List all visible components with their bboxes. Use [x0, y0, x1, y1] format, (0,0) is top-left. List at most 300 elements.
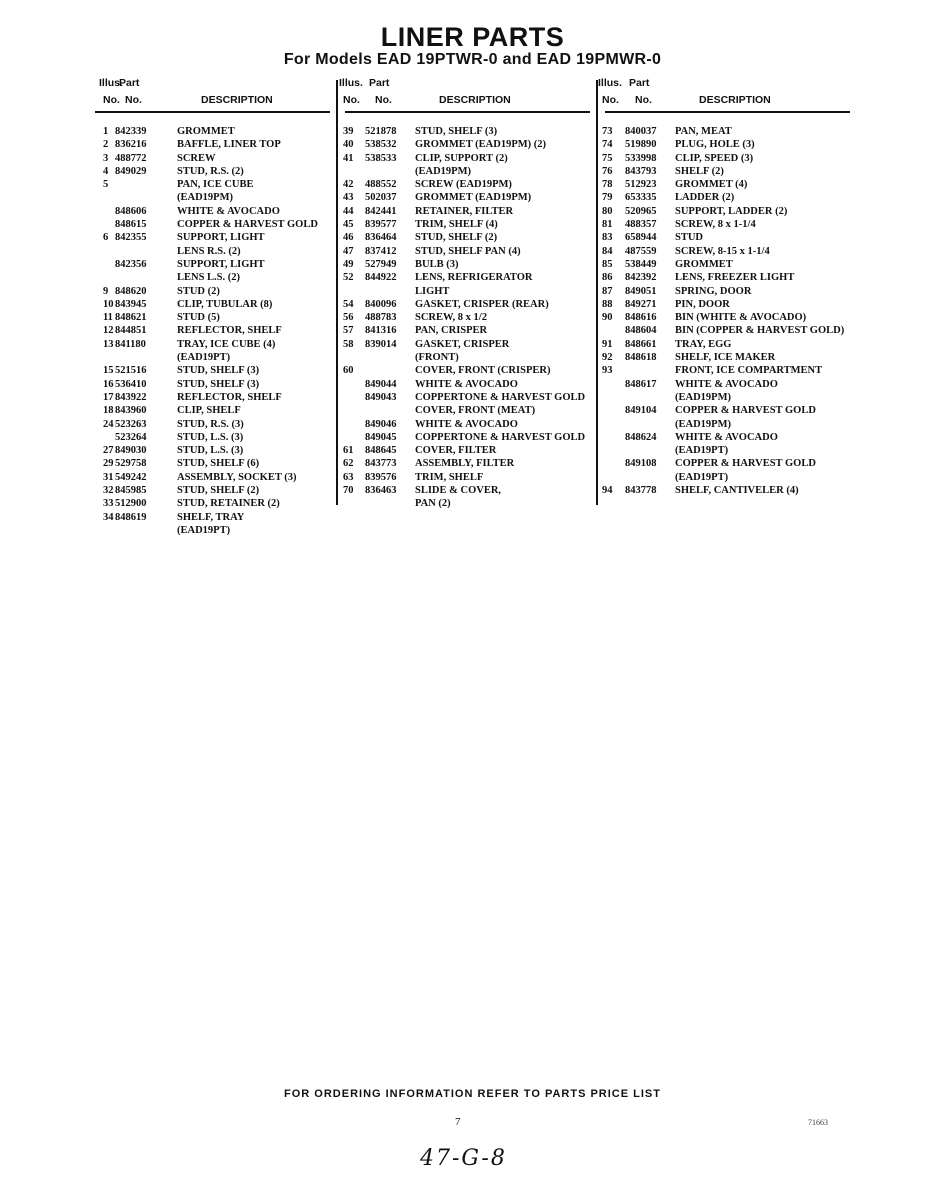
illus-number: 84: [602, 245, 613, 257]
part-description: WHITE & AVOCADO: [415, 418, 518, 430]
part-number: 653335: [625, 192, 657, 204]
part-number: 520965: [625, 205, 657, 217]
table-row: [345, 298, 590, 311]
part-number: 488783: [365, 312, 397, 324]
header-part-no: No.: [635, 94, 652, 106]
table-row: [345, 152, 590, 165]
table-row: [605, 391, 850, 404]
part-description: COPPERTONE & HARVEST GOLD: [415, 431, 586, 443]
table-row: [95, 125, 330, 138]
page-title: LINER PARTS: [380, 22, 565, 52]
part-description: GROMMET (EAD19PM): [415, 192, 532, 204]
part-description: COPPER & HARVEST GOLD: [675, 405, 816, 417]
illus-number: 5: [103, 179, 109, 191]
illus-number: 4: [103, 165, 109, 177]
illus-number: 15: [103, 365, 114, 377]
table-row: [602, 351, 850, 364]
part-number: 842356: [115, 258, 147, 270]
part-number: 521516: [115, 365, 147, 377]
part-description: (EAD19PT): [675, 445, 729, 457]
part-number: 843922: [115, 391, 147, 403]
part-description: CLIP, TUBULAR (8): [177, 298, 273, 310]
part-description: TRAY, EGG: [675, 338, 732, 350]
part-number: 836463: [365, 485, 397, 497]
header-illus: Illus.: [598, 77, 622, 89]
table-row: [95, 524, 330, 537]
part-number: 533998: [625, 152, 657, 164]
part-number: 839577: [365, 219, 397, 231]
part-description: GROMMET: [675, 258, 733, 270]
header-part-no: No.: [125, 94, 142, 106]
illus-number: 56: [343, 312, 354, 324]
table-row: [602, 125, 850, 138]
part-number: 538533: [365, 152, 397, 164]
part-description: STUD (5): [177, 312, 220, 324]
part-number: 488772: [115, 152, 147, 164]
part-number: 848620: [115, 285, 147, 297]
part-description: PAN, ICE CUBE: [177, 179, 254, 191]
table-row: [345, 471, 590, 484]
illus-number: 79: [602, 192, 613, 204]
table-row: [345, 444, 590, 457]
header-part: Part: [629, 77, 650, 89]
part-number: 848615: [115, 219, 147, 231]
part-description: FRONT, ICE COMPARTMENT: [675, 365, 823, 377]
table-row: [602, 338, 850, 351]
part-description: GROMMET: [177, 126, 235, 137]
table-row: [345, 431, 590, 444]
part-number: 848661: [625, 338, 657, 350]
table-row: [602, 218, 850, 231]
part-number: 848621: [115, 312, 147, 324]
part-number: 848619: [115, 511, 147, 523]
table-row: [602, 138, 850, 151]
illus-number: 16: [103, 378, 114, 390]
part-number: 843773: [365, 458, 397, 470]
illus-number: 44: [343, 205, 354, 217]
part-description: PLUG, HOLE (3): [675, 139, 755, 151]
table-row: [602, 364, 850, 377]
illus-number: 42: [343, 179, 354, 191]
table-row: [95, 191, 330, 204]
illus-number: 31: [103, 471, 114, 483]
illus-number: 91: [602, 338, 613, 350]
part-number: 836216: [115, 139, 147, 151]
part-number: 512923: [625, 179, 657, 191]
table-row: [95, 218, 330, 231]
table-row: [345, 205, 590, 218]
part-number: 839014: [365, 338, 397, 350]
part-number: 849051: [625, 285, 657, 297]
table-row: [602, 271, 850, 284]
illus-number: 70: [343, 485, 354, 497]
part-description: ASSEMBLY, FILTER: [415, 458, 515, 470]
parts-column-3: [598, 77, 850, 497]
table-row: [345, 311, 590, 324]
header-illus-no: No.: [343, 94, 360, 106]
illus-number: 58: [343, 338, 354, 350]
table-row: [345, 191, 590, 204]
table-row: [345, 245, 590, 258]
illus-number: 74: [602, 139, 613, 151]
ordering-note: FOR ORDERING INFORMATION REFER TO PARTS PRICE LIST: [284, 1088, 661, 1100]
header-part: Part: [369, 77, 390, 89]
table-row: [345, 497, 590, 510]
part-description: STUD, SHELF (6): [177, 458, 260, 470]
part-description: SHELF, ICE MAKER: [675, 352, 776, 364]
table-row: [602, 258, 850, 271]
table-row: [345, 165, 590, 178]
document-code: 71663: [808, 1118, 828, 1127]
part-number: 848645: [365, 445, 397, 457]
table-row: [605, 378, 850, 391]
table-row: [602, 285, 850, 298]
column-header: [339, 77, 590, 113]
parts-column-2: [339, 77, 590, 511]
part-description: STUD, SHELF (3): [415, 126, 498, 137]
table-row: [605, 431, 850, 444]
illus-number: 80: [602, 205, 613, 217]
table-row: [95, 431, 330, 444]
table-row: [345, 484, 590, 497]
part-number: 521878: [365, 126, 397, 137]
illus-number: 3: [103, 152, 109, 164]
illus-number: 27: [103, 445, 114, 457]
part-number: 841180: [115, 338, 146, 350]
part-description: SUPPORT, LIGHT: [177, 232, 265, 244]
part-number: 843778: [625, 485, 657, 497]
table-row: [605, 444, 850, 457]
part-description: STUD (2): [177, 285, 220, 297]
part-number: 849108: [625, 458, 657, 470]
table-row: [95, 364, 330, 377]
part-description: STUD, SHELF PAN (4): [415, 245, 521, 257]
table-row: [95, 271, 330, 284]
part-description: LENS, FREEZER LIGHT: [675, 272, 795, 284]
part-number: 849104: [625, 405, 657, 417]
part-number: 843793: [625, 165, 657, 177]
part-description: STUD, SHELF (3): [177, 378, 260, 390]
illus-number: 29: [103, 458, 114, 470]
table-row: [95, 298, 330, 311]
table-row: [95, 324, 330, 337]
part-number: 849271: [625, 298, 657, 310]
table-row: [345, 324, 590, 337]
part-description: BAFFLE, LINER TOP: [177, 139, 281, 151]
part-number: 848624: [625, 431, 657, 443]
table-row: [602, 231, 850, 244]
part-description: SCREW, 8 x 1/2: [415, 312, 487, 324]
part-description: TRIM, SHELF: [415, 471, 484, 483]
part-description: COPPER & HARVEST GOLD: [675, 458, 816, 470]
column-header: [598, 77, 850, 113]
part-description: BIN (COPPER & HARVEST GOLD): [675, 325, 845, 337]
part-description: (FRONT): [415, 352, 459, 364]
table-row: [345, 258, 590, 271]
part-description: (EAD19PT): [177, 524, 231, 536]
part-number: 488552: [365, 179, 397, 191]
part-number: 844922: [365, 272, 397, 284]
table-row: [95, 205, 330, 218]
table-row: [602, 205, 850, 218]
part-description: COVER, FRONT (CRISPER): [415, 365, 551, 377]
part-description: RETAINER, FILTER: [415, 205, 514, 217]
part-number: 538532: [365, 139, 397, 151]
part-description: TRAY, ICE CUBE (4): [177, 338, 276, 350]
illus-number: 62: [343, 458, 354, 470]
page-subtitle: For Models EAD 19PTWR-0 and EAD 19PMWR-0: [283, 51, 662, 68]
part-description: COPPERTONE & HARVEST GOLD: [415, 391, 586, 403]
table-row: [95, 138, 330, 151]
part-number: 849043: [365, 391, 397, 403]
part-number: 849030: [115, 445, 147, 457]
table-row: [605, 418, 850, 431]
table-row: [95, 484, 330, 497]
header-description: DESCRIPTION: [699, 94, 771, 106]
part-description: SUPPORT, LADDER (2): [675, 205, 788, 217]
illus-number: 1: [103, 126, 109, 137]
illus-number: 12: [103, 325, 114, 337]
part-description: LADDER (2): [675, 192, 735, 204]
part-description: SCREW (EAD19PM): [415, 179, 512, 191]
header-part-no: No.: [375, 94, 392, 106]
table-row: [605, 457, 850, 470]
part-number: 523263: [115, 418, 147, 430]
table-row: [95, 457, 330, 470]
part-number: 841316: [365, 325, 397, 337]
illus-number: 83: [602, 232, 613, 244]
part-description: COPPER & HARVEST GOLD: [177, 219, 318, 231]
part-description: GROMMET (4): [675, 179, 748, 191]
table-row: [95, 178, 330, 191]
part-number: 845985: [115, 485, 147, 497]
part-number: 523264: [115, 431, 147, 443]
illus-number: 43: [343, 192, 354, 204]
part-description: STUD, L.S. (3): [177, 445, 244, 457]
part-number: 848617: [625, 378, 657, 390]
illus-number: 63: [343, 471, 354, 483]
illus-number: 52: [343, 272, 354, 284]
illus-number: 73: [602, 126, 613, 137]
table-row: [95, 231, 330, 244]
table-row: [605, 324, 850, 337]
part-description: WHITE & AVOCADO: [675, 431, 778, 443]
part-number: 843945: [115, 298, 147, 310]
part-description: GASKET, CRISPER (REAR): [415, 298, 549, 310]
part-number: 840037: [625, 126, 657, 137]
part-number: 842339: [115, 126, 147, 137]
table-row: [345, 285, 590, 298]
illus-number: 40: [343, 139, 354, 151]
table-row: [345, 338, 590, 351]
table-row: [602, 152, 850, 165]
table-row: [345, 218, 590, 231]
part-description: LENS, REFRIGERATOR: [415, 272, 533, 284]
illus-number: 33: [103, 498, 114, 510]
table-row: [95, 245, 330, 258]
table-row: [95, 497, 330, 510]
part-description: STUD, SHELF (3): [177, 365, 260, 377]
part-description: PAN, MEAT: [675, 126, 732, 137]
part-description: BIN (WHITE & AVOCADO): [675, 312, 807, 324]
illus-number: 86: [602, 272, 613, 284]
part-number: 837412: [365, 245, 397, 257]
part-number: 519890: [625, 139, 657, 151]
table-row: [602, 245, 850, 258]
table-row: [605, 404, 850, 417]
illus-number: 46: [343, 232, 354, 244]
part-number: 843960: [115, 405, 147, 417]
illus-number: 60: [343, 365, 354, 377]
parts-list: [602, 125, 850, 497]
part-description: REFLECTOR, SHELF: [177, 325, 282, 337]
part-number: 849029: [115, 165, 147, 177]
header-description: DESCRIPTION: [439, 94, 511, 106]
part-description: SCREW, 8-15 x 1-1/4: [675, 245, 770, 257]
handwritten-note: 47-G-8: [420, 1146, 507, 1171]
parts-list: [95, 125, 330, 537]
part-description: SPRING, DOOR: [675, 285, 752, 297]
table-row: [95, 378, 330, 391]
part-number: 502037: [365, 192, 397, 204]
illus-number: 49: [343, 258, 354, 270]
page-number: 7: [455, 1116, 461, 1128]
column-divider: [596, 80, 598, 505]
part-number: 538449: [625, 258, 657, 270]
header-description: DESCRIPTION: [201, 94, 273, 106]
part-description: (EAD19PM): [675, 418, 731, 430]
illus-number: 18: [103, 405, 114, 417]
table-row: [95, 351, 330, 364]
header-illus: Illus.: [99, 77, 123, 89]
table-row: [345, 178, 590, 191]
illus-number: 87: [602, 285, 613, 297]
part-number: 848616: [625, 312, 657, 324]
table-row: [95, 471, 330, 484]
part-description: PIN, DOOR: [675, 298, 730, 310]
part-number: 658944: [625, 232, 657, 244]
part-description: CLIP, SHELF: [177, 405, 241, 417]
part-description: COVER, FILTER: [415, 445, 497, 457]
part-description: PAN (2): [415, 498, 451, 510]
header-part: Part: [119, 77, 140, 89]
part-description: STUD, SHELF (2): [177, 485, 260, 497]
part-description: (EAD19PM): [177, 192, 233, 204]
part-description: BULB (3): [415, 258, 459, 270]
illus-number: 61: [343, 445, 354, 457]
part-number: 849044: [365, 378, 397, 390]
part-description: WHITE & AVOCADO: [177, 205, 280, 217]
table-row: [345, 125, 590, 138]
table-row: [95, 391, 330, 404]
table-row: [95, 311, 330, 324]
illus-number: 9: [103, 285, 109, 297]
part-number: 848604: [625, 325, 657, 337]
part-description: SUPPORT, LIGHT: [177, 258, 265, 270]
table-row: [345, 457, 590, 470]
illus-number: 41: [343, 152, 354, 164]
header-illus-no: No.: [103, 94, 120, 106]
part-number: 536410: [115, 378, 147, 390]
part-number: 549242: [115, 471, 147, 483]
illus-number: 94: [602, 485, 613, 497]
part-description: STUD, R.S. (3): [177, 418, 244, 430]
illus-number: 45: [343, 219, 354, 231]
illus-number: 32: [103, 485, 114, 497]
table-row: [95, 404, 330, 417]
part-description: STUD, R.S. (2): [177, 165, 244, 177]
part-number: 840096: [365, 298, 397, 310]
part-description: LIGHT: [415, 285, 450, 297]
illus-number: 92: [602, 352, 613, 364]
part-number: 527949: [365, 258, 397, 270]
table-row: [95, 285, 330, 298]
table-row: [345, 364, 590, 377]
part-number: 849046: [365, 418, 397, 430]
table-row: [95, 338, 330, 351]
table-row: [345, 391, 590, 404]
header-illus: Illus.: [339, 77, 363, 89]
part-description: (EAD19PM): [415, 165, 471, 177]
part-number: 842392: [625, 272, 657, 284]
table-row: [345, 231, 590, 244]
illus-number: 90: [602, 312, 613, 324]
table-row: [95, 258, 330, 271]
illus-number: 2: [103, 139, 109, 151]
illus-number: 13: [103, 338, 114, 350]
header-illus-no: No.: [602, 94, 619, 106]
part-number: 848618: [625, 352, 657, 364]
part-number: 512900: [115, 498, 147, 510]
part-description: PAN, CRISPER: [415, 325, 488, 337]
table-row: [602, 178, 850, 191]
table-row: [602, 311, 850, 324]
column-header: [95, 77, 330, 113]
part-description: (EAD19PT): [675, 471, 729, 483]
part-number: 487559: [625, 245, 657, 257]
part-description: WHITE & AVOCADO: [675, 378, 778, 390]
part-description: LENS R.S. (2): [177, 245, 241, 257]
illus-number: 6: [103, 232, 109, 244]
part-description: CLIP, SUPPORT (2): [415, 152, 508, 164]
part-description: GROMMET (EAD19PM) (2): [415, 139, 547, 151]
part-description: SHELF (2): [675, 165, 724, 177]
table-row: [95, 444, 330, 457]
part-description: LENS L.S. (2): [177, 272, 241, 284]
part-number: 842355: [115, 232, 147, 244]
part-number: 839576: [365, 471, 397, 483]
table-row: [95, 511, 330, 524]
part-description: SLIDE & COVER,: [415, 485, 502, 497]
part-number: 849045: [365, 431, 397, 443]
illus-number: 76: [602, 165, 613, 177]
part-number: 836464: [365, 232, 397, 244]
illus-number: 54: [343, 298, 354, 310]
illus-number: 85: [602, 258, 613, 270]
illus-number: 11: [103, 312, 113, 324]
table-row: [602, 165, 850, 178]
table-row: [602, 298, 850, 311]
table-row: [602, 191, 850, 204]
part-description: SCREW: [177, 152, 216, 164]
part-description: STUD, RETAINER (2): [177, 498, 280, 510]
part-description: ASSEMBLY, SOCKET (3): [177, 471, 297, 483]
part-description: (EAD19PT): [177, 352, 231, 364]
parts-list: [345, 125, 590, 511]
part-description: STUD, L.S. (3): [177, 431, 244, 443]
table-row: [345, 378, 590, 391]
part-description: COVER, FRONT (MEAT): [415, 405, 536, 417]
